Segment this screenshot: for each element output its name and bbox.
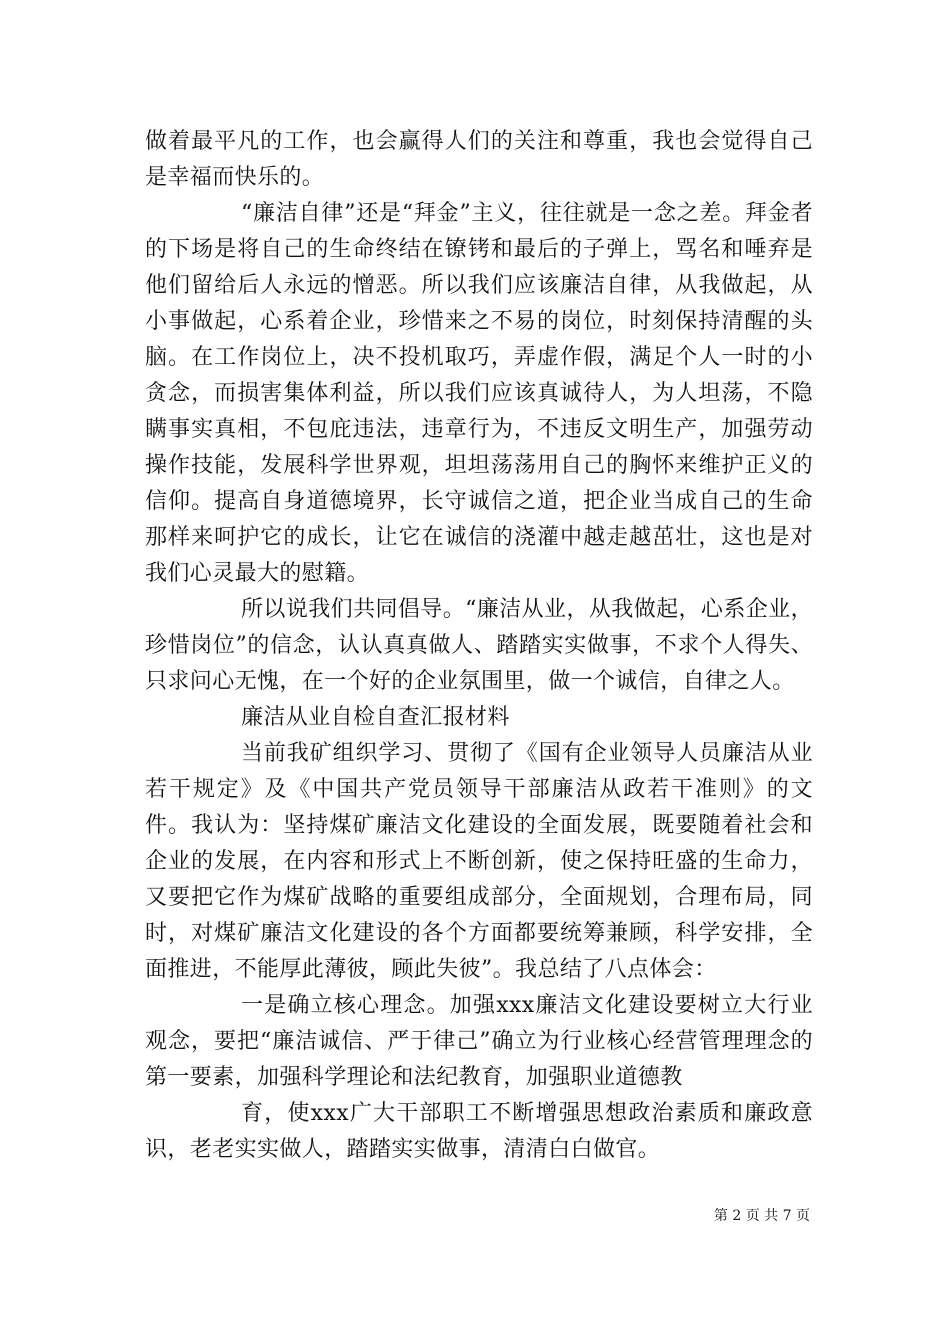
paragraph-6: 一是确立核心理念。加强xxx廉洁文化建设要树立大行业观念，要把“廉洁诚信、严于律己”确立为行业核心经营管理理念的第一要素，加强科学理论和法纪教育，加强职业道德教 [145,993,813,1090]
document-body [145,124,813,1168]
paragraph-5: 当前我矿组织学习、贯彻了《国有企业领导人员廉洁从业若干规定》及《中国共产党员领导干部廉洁从政若干准则》的文件。我认为：坚持煤矿廉洁文化建设的全面发展，既要随着社会和企业的发展，在内容和形式上不断创新，使之保持旺盛的生命力，又要把它作为煤矿战略的重要组成部分，全面规划，合理布局，同时，对煤矿廉洁文化建设的各个方面都要统筹兼顾，科学安排，全面推进，不能厚此薄彼，顾此失彼”。我总结了八点体会： [145,741,813,982]
section-heading: 廉洁从业自检自查汇报材料 [241,705,510,730]
paragraph-3: 所以说我们共同倡导。“廉洁从业，从我做起，心系企业，珍惜岗位”的信念，认认真真做人、踏踏实实做事，不求个人得失、只求问心无愧，在一个好的企业氛围里，做一个诚信，自律之人。 [145,597,813,694]
paragraph-2: “廉洁自律”还是“拜金”主义，往往就是一念之差。拜金者的下场是将自己的生命终结在镣铐和最后的子弹上，骂名和唾弃是他们留给后人永远的憎恶。所以我们应该廉洁自律，从我做起，从小事做起，心系着企业，珍惜来之不易的岗位，时刻保持清醒的头脑。在工作岗位上，决不投机取巧，弄虚作假，满足个人一时的小贪念，而损害集体利益，所以我们应该真诚待人，为人坦荡，不隐瞒事实真相，不包庇违法，违章行为，不违反文明生产，加强劳动操作技能，发展科学世界观，坦坦荡荡用自己的胸怀来维护正义的信仰。提高自身道德境界，长守诚信之道，把企业当成自己的生命那样来呵护它的成长，让它在诚信的浇灌中越走越茁壮，这也是对我们心灵最大的慰籍。 [145,201,813,586]
page-number: 第 2 页 共 7 页 [713,1208,810,1224]
paragraph-7: 育，使xxx广大干部职工不断增强思想政治素质和廉政意识，老老实实做人，踏踏实实做事，清清白白做官。 [145,1101,813,1162]
paragraph-1: 做着最平凡的工作，也会赢得人们的关注和尊重，我也会觉得自己是幸福而快乐的。 [145,129,813,190]
